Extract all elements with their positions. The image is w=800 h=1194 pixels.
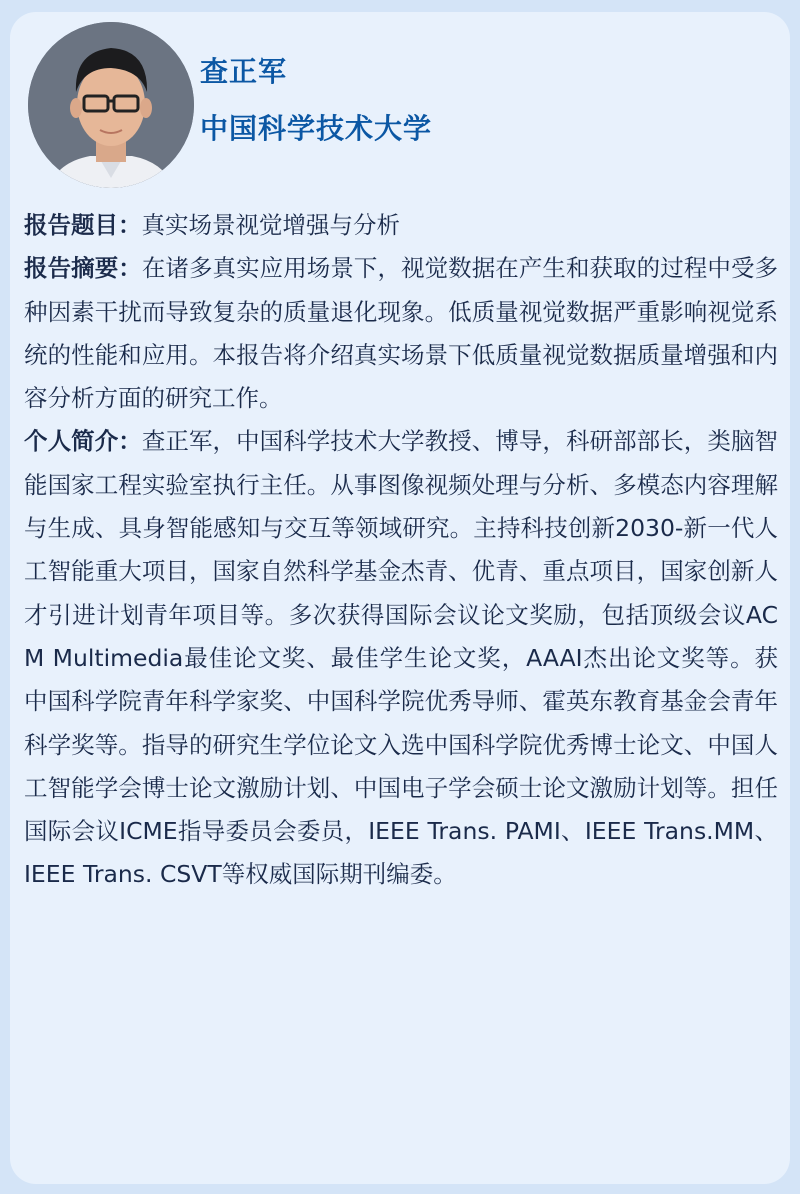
report-title: 真实场景视觉增强与分析	[141, 211, 400, 239]
report-title-label: 报告题目：	[24, 211, 142, 239]
speaker-bio: 查正军，中国科学技术大学教授、博导，科研部部长，类脑智能国家工程实验室执行主任。从事图像视频处理与分析、多模态内容理解与生成、具身智能感知与交互等领域研究。主持科技创新2030-新一代人工智能重大项目，国家自然科学基金杰青、优青、重点项目，国家创新人才引进计划青年项目等。多次获得国际会议论文奖励，包括顶级会议ACM Multimedia最佳论文奖、最佳学生论文奖，AAAI杰出论文奖等。获中国科学院青年科学家奖、中国科学院优秀导师、霍英东教育基金会青年科学奖等。指导的研究生学位论文入选中国科学院优秀博士论文、中国人工智能学会博士论文激励计划、中国电子学会硕士论文激励计划等。担任国际会议ICME指导委员会委员，IEEE Trans. PAMI、IEEE Trans.MM、IEEE Trans. CSVT等权威国际期刊编委。	[24, 427, 779, 889]
report-abstract: 在诸多真实应用场景下，视觉数据在产生和获取的过程中受多种因素干扰而导致复杂的质量退化现象。低质量视觉数据严重影响视觉系统的性能和应用。本报告将介绍真实场景下低质量视觉数据质量增强和内容分析方面的研究工作。	[24, 254, 779, 413]
report-abstract-paragraph	[24, 247, 778, 420]
speaker-affiliation: 中国科学技术大学	[200, 112, 433, 145]
report-abstract-label: 报告摘要：	[24, 254, 142, 283]
report-content	[24, 204, 778, 897]
speaker-name: 查正军	[200, 55, 288, 88]
speaker-bio-label: 个人简介：	[24, 427, 142, 456]
report-title-paragraph	[24, 204, 778, 247]
speaker-bio-paragraph	[24, 420, 778, 896]
speaker-photo	[28, 22, 194, 188]
speaker-card	[10, 12, 790, 1184]
